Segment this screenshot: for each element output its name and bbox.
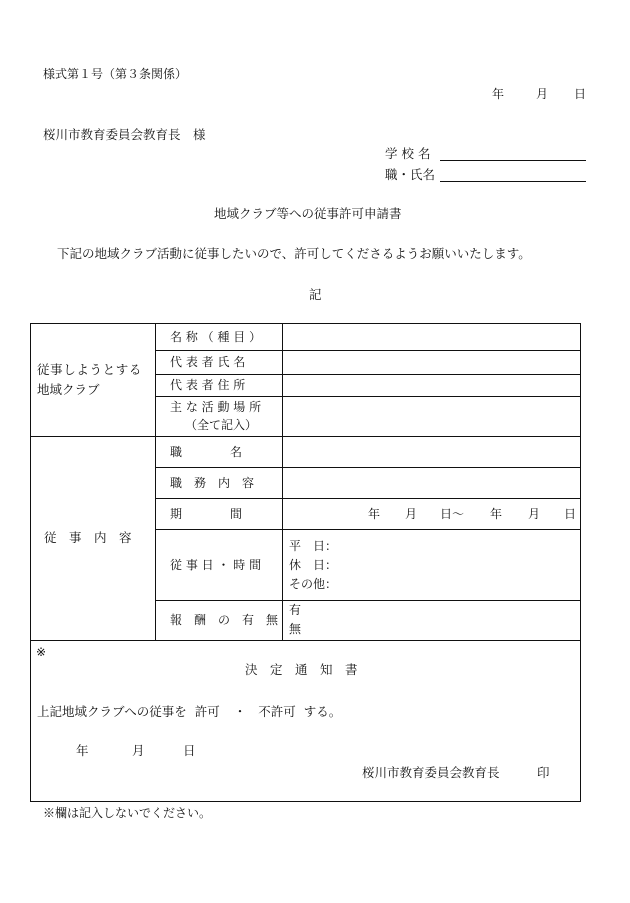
decision-title: 決 定 通 知 書: [245, 662, 358, 677]
representative-name-field[interactable]: [283, 351, 580, 374]
weekday-label: 平 日：: [289, 539, 338, 553]
school-name-label: 学 校 名: [385, 146, 431, 161]
job-content-label: 職 務 内 容: [170, 476, 255, 490]
option-separator: ・: [233, 704, 247, 719]
job-content-field[interactable]: [283, 468, 580, 498]
date-year: 年: [492, 87, 505, 101]
school-name-field[interactable]: [440, 160, 586, 161]
activity-place-sub-label: （全て記入）: [185, 418, 258, 432]
job-title-field[interactable]: [283, 437, 580, 467]
duty-heading: 従 事 内 容: [44, 530, 132, 545]
position-name-label: 職・氏名: [385, 167, 436, 182]
document-title: 地域クラブ等への従事許可申請書: [214, 206, 402, 221]
holiday-label: 休 日：: [289, 558, 338, 572]
date-day: 日: [574, 87, 587, 101]
decision-date-year: 年: [76, 743, 89, 758]
decision-body: [37, 706, 341, 719]
period-day2: 日: [564, 507, 577, 521]
decision-issuer: 桜川市教育委員会教育長: [362, 765, 500, 780]
ki-mark: 記: [309, 287, 322, 302]
intro-text: 下記の地域クラブ活動に従事したいので、許可してくださるようお願いいたします。: [57, 246, 531, 261]
not-permit-option[interactable]: 不許可: [258, 704, 296, 719]
reward-label: 報 酬 の 有 無: [170, 613, 279, 627]
period-month1: 月: [405, 507, 418, 521]
representative-address-label: 代 表 者 住 所: [170, 378, 246, 392]
period-label: 期 間: [170, 507, 243, 521]
job-title-label: 職 名: [170, 445, 243, 459]
decision-body-prefix: 上記地域クラブへの従事を: [37, 704, 187, 719]
office-use-mark: ※: [36, 645, 47, 659]
reward-no[interactable]: 無: [289, 622, 302, 636]
date-month: 月: [536, 87, 549, 101]
representative-address-field[interactable]: [283, 375, 580, 396]
period-month2: 月: [528, 507, 541, 521]
permit-option[interactable]: 許可: [194, 704, 220, 719]
addressee: 桜川市教育委員会教育長 様: [43, 127, 206, 142]
position-name-field[interactable]: [440, 181, 586, 182]
work-days-label: 従 事 日 ・ 時 間: [170, 558, 262, 572]
form-number: 様式第１号（第３条関係）: [43, 67, 188, 81]
activity-place-field[interactable]: [283, 397, 580, 436]
reward-yes[interactable]: 有: [289, 603, 302, 617]
other-day-label: その他：: [289, 577, 338, 591]
decision-date-month: 月: [132, 743, 145, 758]
period-year1: 年: [368, 507, 381, 521]
seal-mark: 印: [537, 765, 550, 780]
period-year2: 年: [490, 507, 503, 521]
period-day1: 日〜: [440, 507, 465, 521]
club-heading-line1: 従事しようとする: [37, 362, 143, 377]
club-heading-line2: 地域クラブ: [37, 382, 100, 397]
club-name-label: 名 称 （ 種 目 ）: [170, 330, 262, 344]
decision-date-day: 日: [183, 743, 196, 758]
activity-place-label: 主 な 活 動 場 所: [170, 400, 262, 414]
footnote: ※欄は記入しないでください。: [43, 806, 212, 820]
representative-name-label: 代 表 者 氏 名: [170, 355, 246, 369]
club-name-field[interactable]: [283, 324, 580, 350]
decision-body-suffix: する。: [303, 704, 342, 719]
